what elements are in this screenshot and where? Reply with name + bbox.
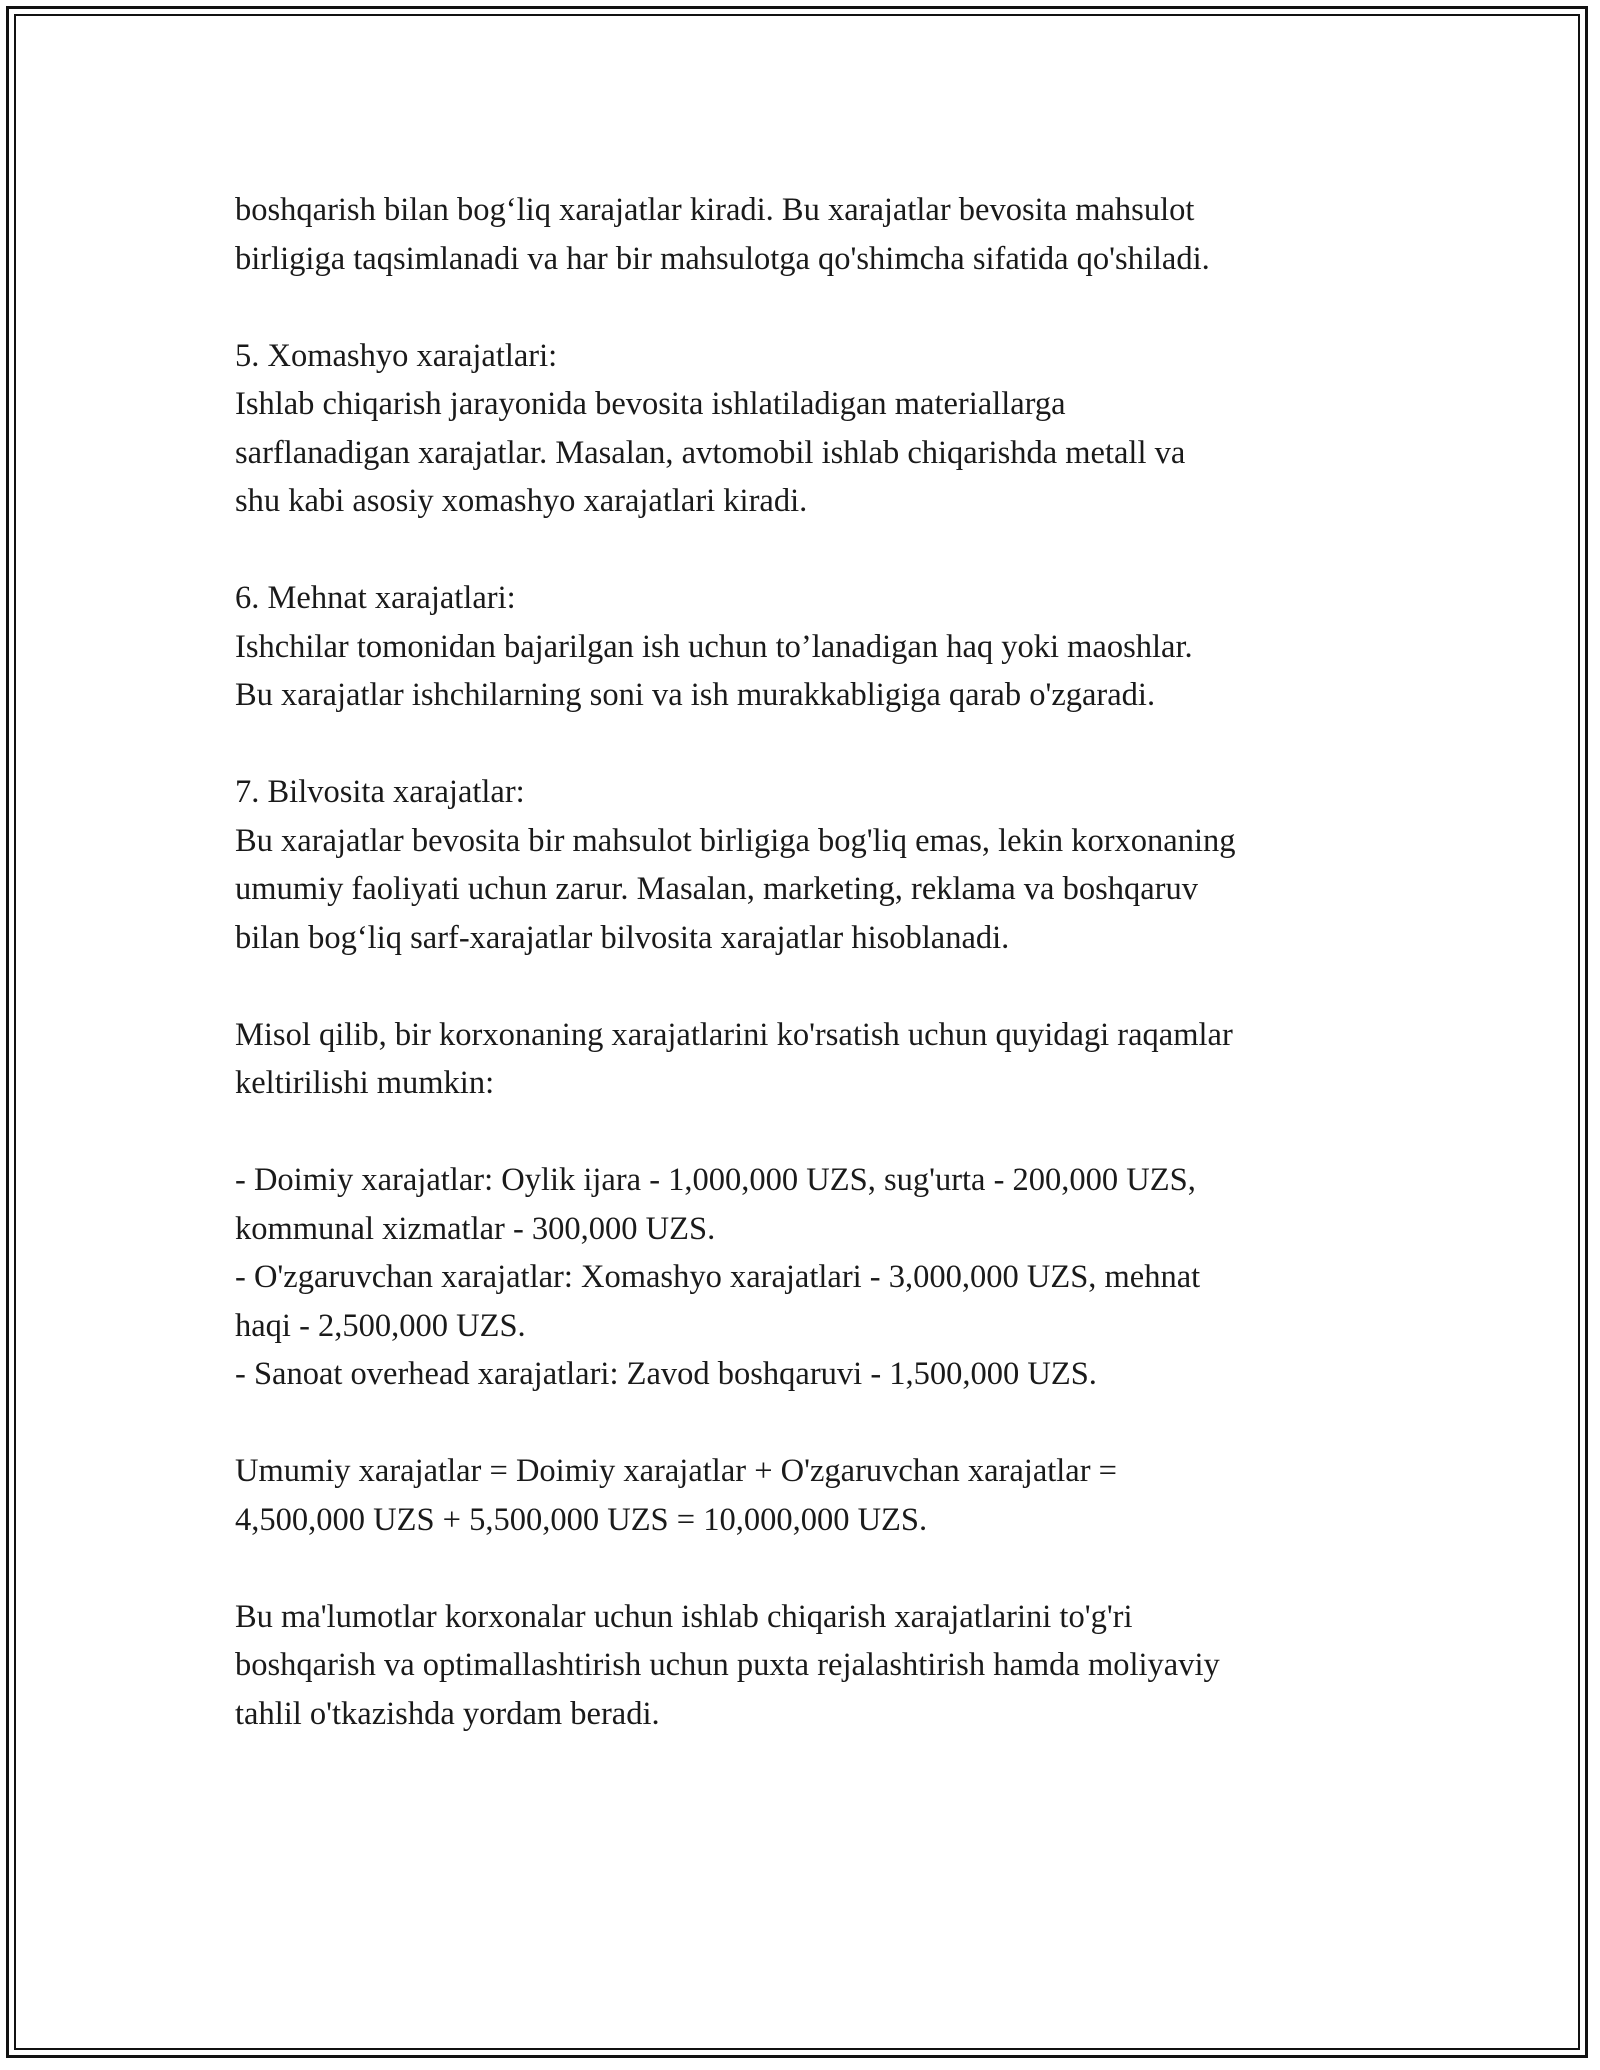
section-raw-material-costs <box>235 332 1395 526</box>
paragraph-example-intro <box>235 1011 1395 1108</box>
text-line: tahlil o'tkazishda yordam beradi. <box>235 1695 660 1732</box>
text-line: Ishlab chiqarish jarayonida bevosita ishlatiladigan materiallarga <box>235 386 1066 422</box>
paragraph-conclusion <box>235 1593 1395 1739</box>
text-line: Bu ma'lumotlar korxonalar uchun ishlab chiqarish xarajatlarini to'g'ri <box>235 1598 1133 1635</box>
text-line: Umumiy xarajatlar = Doimiy xarajatlar + O'zgaruvchan xarajatlar = <box>235 1453 1118 1489</box>
text-line: birligiga taqsimlanadi va har bir mahsulotga qo'shimcha sifatida qo'shiladi. <box>235 240 1210 277</box>
cost-list <box>235 1156 1395 1399</box>
section-heading: 5. Xomashyo xarajatlari: <box>235 337 558 374</box>
text-line: keltirilishi mumkin: <box>235 1065 495 1101</box>
text-line: 4,500,000 UZS + 5,500,000 UZS = 10,000,000 UZS. <box>235 1501 928 1538</box>
document-body <box>235 186 1395 1787</box>
text-line: Ishchilar tomonidan bajarilgan ish uchun to’lanadigan haq yoki maoshlar. <box>235 628 1193 665</box>
paragraph-total-formula <box>235 1447 1395 1544</box>
section-labor-costs <box>235 574 1395 720</box>
text-line: bilan bog‘liq sarf-xarajatlar bilvosita xarajatlar hisoblanadi. <box>235 919 1010 956</box>
text-line: boshqarish va optimallashtirish uchun puxta rejalashtirish hamda moliyaviy <box>235 1647 1220 1683</box>
text-line: shu kabi asosiy xomashyo xarajatlari kiradi. <box>235 483 808 519</box>
list-item-continuation: haqi - 2,500,000 UZS. <box>235 1307 526 1344</box>
text-line: sarflanadigan xarajatlar. Masalan, avtomobil ishlab chiqarishda metall va <box>235 434 1186 471</box>
text-line: Bu xarajatlar bevosita bir mahsulot birligiga bog'liq emas, lekin korxonaning <box>235 822 1236 859</box>
text-line: Bu xarajatlar ishchilarning soni va ish murakkabligiga qarab o'zgaradi. <box>235 677 1156 713</box>
text-line: umumiy faoliyati uchun zarur. Masalan, marketing, reklama va boshqaruv <box>235 871 1198 907</box>
paragraph-continuation <box>235 186 1395 283</box>
section-heading: 7. Bilvosita xarajatlar: <box>235 774 525 810</box>
text-line: boshqarish bilan bog‘liq xarajatlar kiradi. Bu xarajatlar bevosita mahsulot <box>235 192 1195 228</box>
section-indirect-costs <box>235 768 1395 962</box>
section-heading: 6. Mehnat xarajatlari: <box>235 580 516 616</box>
list-item-continuation: kommunal xizmatlar - 300,000 UZS. <box>235 1210 716 1247</box>
list-item: - Sanoat overhead xarajatlari: Zavod boshqaruvi - 1,500,000 UZS. <box>235 1356 1097 1392</box>
list-item: - Doimiy xarajatlar: Oylik ijara - 1,000,000 UZS, sug'urta - 200,000 UZS, <box>235 1162 1196 1198</box>
text-line: Misol qilib, bir korxonaning xarajatlarini ko'rsatish uchun quyidagi raqamlar <box>235 1016 1233 1053</box>
list-item: - O'zgaruvchan xarajatlar: Xomashyo xarajatlari - 3,000,000 UZS, mehnat <box>235 1259 1201 1295</box>
